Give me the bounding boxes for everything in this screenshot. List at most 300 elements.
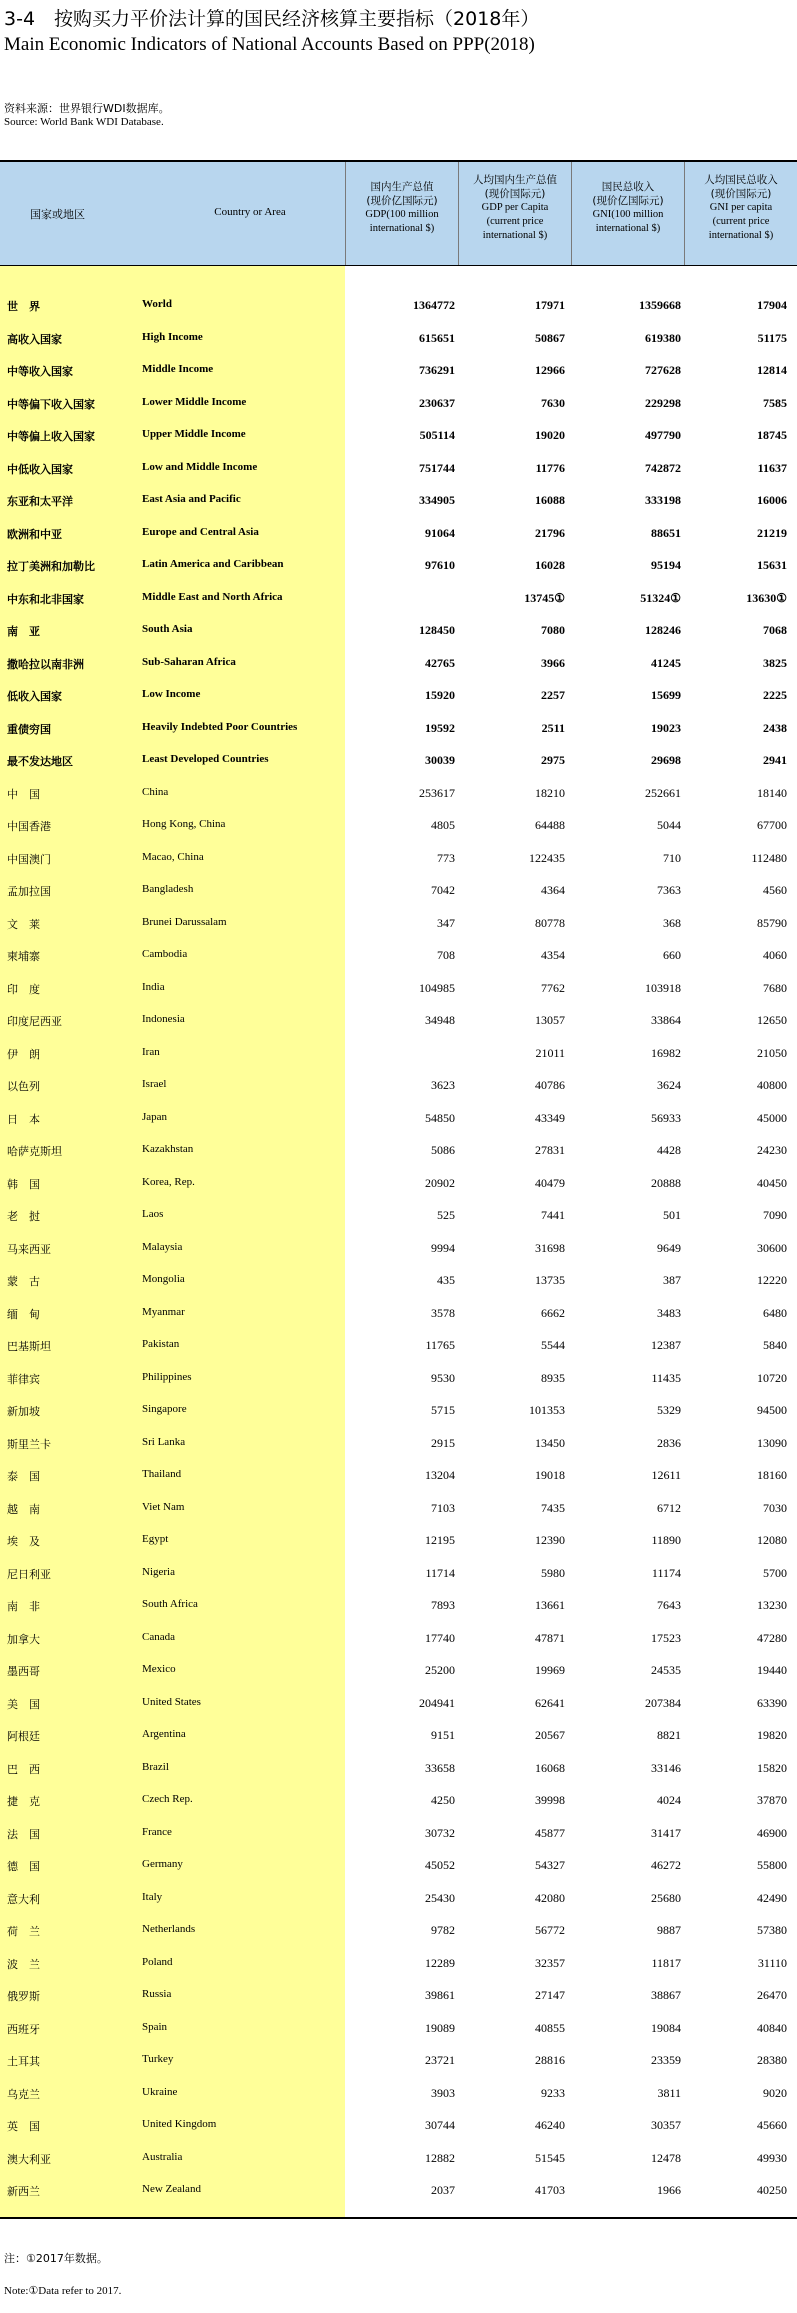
- gdp-value: 615651: [419, 330, 455, 345]
- row-name-en: Australia: [142, 2150, 183, 2163]
- table-row: [0, 1623, 797, 1655]
- gdp-value: 25430: [425, 1890, 455, 1905]
- gdp-per-capita-value: 19020: [535, 428, 565, 442]
- gni-per-capita-value: 24230: [757, 1143, 787, 1157]
- table-row: [0, 1233, 797, 1265]
- gdp-per-capita-value: 19969: [535, 1663, 565, 1677]
- gdp-per-capita-value: 122435: [529, 850, 565, 865]
- gni-per-capita-value: 12650: [757, 1013, 787, 1027]
- row-name-cn: 文 莱: [7, 917, 40, 931]
- header-bottom-rule: [0, 265, 797, 266]
- table-row: [0, 323, 797, 355]
- gni-value: 4024: [657, 1793, 681, 1807]
- gdp-per-capita-value: 46240: [535, 2118, 565, 2132]
- row-name-en: Germany: [142, 1858, 183, 1870]
- gdp-value: 11765: [425, 1338, 455, 1352]
- gni-value: 12478: [651, 2150, 681, 2165]
- row-name-en: Sri Lanka: [142, 1435, 186, 1448]
- gdp-value: 9151: [431, 1728, 455, 1742]
- gni-value: 46272: [651, 1858, 681, 1872]
- gdp-value: 19592: [425, 720, 455, 735]
- gdp-value: 12195: [425, 1533, 455, 1547]
- row-name-cn: 澳大利亚: [7, 2152, 51, 2166]
- table-row: [0, 583, 797, 615]
- table-row: [0, 2045, 797, 2077]
- table-row: [0, 843, 797, 875]
- row-name-en: Pakistan: [142, 1338, 180, 1350]
- gdp-value: 253617: [419, 785, 455, 800]
- row-name-cn: 美 国: [7, 1697, 40, 1711]
- gni-per-capita-value: 47280: [757, 1630, 787, 1645]
- gni-per-capita-value: 85790: [757, 915, 787, 930]
- header-gdp-pc-line: 人均国内生产总值: [473, 174, 557, 186]
- table-row: [0, 1330, 797, 1362]
- gni-per-capita-value: 49930: [757, 2150, 787, 2165]
- gni-value: 103918: [645, 980, 681, 995]
- gdp-value: 708: [437, 948, 455, 962]
- table-row: [0, 2078, 797, 2110]
- gdp-value: 773: [437, 850, 455, 865]
- row-name-cn: 柬埔寨: [7, 950, 40, 963]
- gni-per-capita-value: 13230: [757, 1598, 787, 1612]
- header-gni-pc-line: (现价国际元): [710, 188, 772, 200]
- row-name-en: Malaysia: [142, 1240, 183, 1253]
- row-name-en: Viet Nam: [142, 1500, 185, 1513]
- table-row: [0, 355, 797, 387]
- row-name-cn: 波 兰: [7, 1957, 40, 1971]
- gni-value: 4428: [657, 1143, 681, 1157]
- row-name-en: South Asia: [142, 623, 193, 635]
- gdp-per-capita-value: 21011: [535, 1045, 565, 1060]
- gni-per-capita-value: 4060: [763, 948, 787, 962]
- gni-per-capita-value: 15631: [757, 558, 787, 572]
- page-title-cn: 3-4 按购买力平价法计算的国民经济核算主要指标（2018年）: [4, 8, 540, 30]
- gdp-value: 34948: [425, 1013, 455, 1027]
- row-name-en: Middle Income: [142, 363, 214, 375]
- source-cn: 资料来源：世界银行WDI数据库。: [4, 102, 170, 115]
- header-divider: [458, 160, 459, 265]
- row-name-cn: 中东和北非国家: [7, 592, 84, 606]
- header-gdp: [347, 180, 457, 236]
- row-name-en: Nigeria: [142, 1565, 175, 1578]
- row-name-cn: 拉丁美洲和加勒比: [7, 560, 95, 573]
- row-name-en: Egypt: [142, 1533, 169, 1545]
- gni-per-capita-value: 3825: [763, 655, 787, 670]
- row-name-cn: 南 亚: [7, 625, 40, 638]
- gni-value: 56933: [651, 1110, 681, 1125]
- gni-value: 31417: [651, 1825, 681, 1840]
- gni-value: 11435: [651, 1370, 681, 1385]
- gni-per-capita-value: 63390: [757, 1695, 787, 1710]
- row-name-cn: 西班牙: [7, 2022, 40, 2036]
- row-name-en: Hong Kong, China: [142, 818, 226, 830]
- row-name-en: Lower Middle Income: [142, 395, 247, 408]
- gdp-per-capita-value: 4364: [541, 883, 565, 897]
- gdp-value: 5715: [431, 1403, 455, 1417]
- gni-value: 33864: [651, 1013, 681, 1027]
- row-name-en: Low Income: [142, 688, 201, 700]
- row-name-cn: 中等收入国家: [7, 365, 73, 378]
- gdp-per-capita-value: 4354: [541, 948, 565, 962]
- table-row: [0, 1590, 797, 1622]
- row-name-cn: 德 国: [7, 1860, 40, 1873]
- table-row: [0, 1818, 797, 1850]
- row-name-en: Heavily Indebted Poor Countries: [142, 720, 298, 733]
- row-name-cn: 日 本: [7, 1112, 40, 1126]
- gdp-value: 11714: [425, 1565, 455, 1580]
- gni-value: 7363: [657, 883, 681, 897]
- gni-value: 387: [663, 1273, 681, 1287]
- table-row: [0, 1948, 797, 1980]
- gdp-value: 347: [437, 915, 455, 930]
- gdp-value: 4250: [431, 1793, 455, 1807]
- row-name-cn: 中等偏下收入国家: [7, 397, 95, 411]
- gdp-value: 25200: [425, 1663, 455, 1677]
- gni-value: 497790: [645, 428, 681, 442]
- gni-per-capita-value: 2225: [763, 688, 787, 702]
- gni-per-capita-value: 7090: [763, 1208, 787, 1222]
- row-name-en: Italy: [142, 1890, 163, 1903]
- gni-per-capita-value: 18160: [757, 1468, 787, 1482]
- gni-value: 9887: [657, 1923, 681, 1937]
- gni-per-capita-value: 51175: [757, 330, 787, 345]
- table-row: [0, 1915, 797, 1947]
- gni-value: 5329: [657, 1403, 681, 1417]
- row-name-cn: 欧洲和中亚: [7, 527, 62, 541]
- table-bottom-rule: [0, 2217, 797, 2219]
- row-name-en: United Kingdom: [142, 2118, 217, 2130]
- gdp-per-capita-value: 21796: [535, 525, 565, 540]
- row-name-cn: 马来西亚: [7, 1242, 51, 1256]
- gni-per-capita-value: 2438: [763, 720, 787, 735]
- gdp-value: 3903: [431, 2085, 455, 2100]
- table-row: [0, 615, 797, 647]
- row-name-cn: 韩 国: [7, 1177, 40, 1191]
- row-name-cn: 新加坡: [7, 1405, 40, 1418]
- table-row: [0, 1558, 797, 1590]
- gni-value: 19084: [651, 2020, 681, 2035]
- gdp-value: 15920: [425, 688, 455, 702]
- gni-value: 8821: [657, 1728, 681, 1742]
- table-row: [0, 973, 797, 1005]
- header-gni-per-capita: [686, 173, 796, 243]
- gni-per-capita-value: 16006: [757, 493, 787, 507]
- row-name-cn: 中低收入国家: [7, 462, 73, 476]
- gni-per-capita-value: 67700: [757, 818, 787, 832]
- gni-value: 19023: [651, 720, 681, 735]
- gdp-per-capita-value: 101353: [529, 1403, 565, 1417]
- gni-per-capita-value: 10720: [757, 1370, 787, 1385]
- gni-value: 9649: [657, 1240, 681, 1255]
- row-name-cn: 中国澳门: [7, 852, 51, 866]
- row-name-cn: 巴基斯坦: [7, 1340, 51, 1353]
- gdp-value: 19089: [425, 2020, 455, 2035]
- gdp-value: 2915: [431, 1435, 455, 1450]
- gdp-value: 91064: [425, 525, 455, 540]
- row-name-en: Sub-Saharan Africa: [142, 655, 236, 668]
- gdp-value: 7042: [431, 883, 455, 897]
- gdp-per-capita-value: 40479: [535, 1175, 565, 1190]
- row-name-en: Brazil: [142, 1760, 169, 1773]
- gdp-per-capita-value: 43349: [535, 1110, 565, 1125]
- row-name-cn: 哈萨克斯坦: [7, 1145, 62, 1158]
- gdp-per-capita-value: 32357: [535, 1955, 565, 1970]
- gni-per-capita-value: 45660: [757, 2118, 787, 2132]
- gni-value: 742872: [645, 460, 681, 475]
- gdp-value: 9782: [431, 1923, 455, 1937]
- gdp-value: 7103: [431, 1500, 455, 1515]
- row-name-en: France: [142, 1825, 172, 1838]
- page-title-en: Main Economic Indicators of National Accounts Based on PPP(2018): [4, 34, 535, 55]
- table-row: [0, 1850, 797, 1882]
- header-gni-pc-line: 人均国民总收入: [704, 174, 778, 186]
- gdp-value: 104985: [419, 980, 455, 995]
- gdp-per-capita-value: 7762: [541, 980, 565, 995]
- gni-per-capita-value: 37870: [757, 1793, 787, 1807]
- row-name-cn: 最不发达地区: [7, 755, 73, 768]
- row-name-en: Bangladesh: [142, 883, 194, 895]
- gni-per-capita-value: 19440: [757, 1663, 787, 1677]
- gni-value: 38867: [651, 1988, 681, 2002]
- table-row: [0, 1265, 797, 1297]
- row-name-cn: 越 南: [7, 1502, 40, 1516]
- row-name-en: East Asia and Pacific: [142, 493, 241, 505]
- gni-value: 11890: [651, 1533, 681, 1547]
- gdp-value: 736291: [419, 363, 455, 377]
- header-gdp-pc-line: (current price: [486, 216, 544, 227]
- gdp-value: 30744: [425, 2118, 455, 2132]
- gni-per-capita-value: 21050: [757, 1045, 787, 1060]
- table-row: [0, 1493, 797, 1525]
- gni-value: 51324①: [640, 590, 681, 605]
- table-row: [0, 1428, 797, 1460]
- gni-per-capita-value: 40800: [757, 1078, 787, 1092]
- table-row: [0, 1525, 797, 1557]
- gni-value: 1359668: [639, 298, 681, 312]
- gdp-per-capita-value: 6662: [541, 1305, 565, 1320]
- gdp-per-capita-value: 13450: [535, 1435, 565, 1450]
- gni-per-capita-value: 18140: [757, 785, 787, 800]
- gdp-per-capita-value: 16028: [535, 558, 565, 572]
- gdp-per-capita-value: 18210: [535, 785, 565, 800]
- gdp-value: 12289: [425, 1955, 455, 1970]
- gdp-per-capita-value: 7080: [541, 623, 565, 637]
- gni-per-capita-value: 40250: [757, 2183, 787, 2197]
- header-divider: [571, 160, 572, 265]
- header-gdp-pc-line: (现价国际元): [484, 188, 546, 200]
- table-row: [0, 1395, 797, 1427]
- gni-value: 24535: [651, 1663, 681, 1677]
- gdp-value: 4805: [431, 818, 455, 832]
- gni-per-capita-value: 40840: [757, 2020, 787, 2035]
- gdp-per-capita-value: 13745①: [524, 590, 565, 605]
- row-name-en: Russia: [142, 1988, 172, 2000]
- gdp-per-capita-value: 13057: [535, 1013, 565, 1027]
- gni-per-capita-value: 12220: [757, 1273, 787, 1287]
- gni-value: 15699: [651, 688, 681, 702]
- row-name-cn: 缅 甸: [7, 1307, 40, 1321]
- gdp-value: 30039: [425, 753, 455, 767]
- header-gdp-pc-line: GDP per Capita: [481, 202, 549, 213]
- gni-per-capita-value: 7030: [763, 1500, 787, 1515]
- row-name-en: Israel: [142, 1078, 167, 1090]
- row-name-en: Philippines: [142, 1370, 192, 1383]
- gdp-value: 5086: [431, 1143, 455, 1157]
- gdp-per-capita-value: 19018: [535, 1468, 565, 1482]
- gdp-per-capita-value: 5980: [541, 1565, 565, 1580]
- gdp-per-capita-value: 41703: [535, 2183, 565, 2197]
- gdp-value: 1364772: [413, 298, 455, 312]
- table-top-rule: [0, 160, 797, 162]
- table-row: [0, 1460, 797, 1492]
- footnote-en: Note:①Data refer to 2017.: [4, 2285, 122, 2297]
- gni-per-capita-value: 18745: [757, 428, 787, 442]
- gdp-per-capita-value: 47871: [535, 1630, 565, 1645]
- gni-per-capita-value: 45000: [757, 1110, 787, 1125]
- gni-value: 33146: [651, 1760, 681, 1775]
- row-name-cn: 捷 克: [7, 1795, 40, 1808]
- row-name-en: Low and Middle Income: [142, 460, 258, 473]
- gni-value: 333198: [645, 493, 681, 507]
- row-name-en: Myanmar: [142, 1305, 185, 1318]
- row-name-cn: 印 度: [7, 982, 40, 996]
- table-row: [0, 1753, 797, 1785]
- gni-value: 660: [663, 948, 681, 962]
- row-name-cn: 法 国: [7, 1827, 40, 1841]
- gdp-per-capita-value: 50867: [535, 330, 565, 345]
- gdp-per-capita-value: 39998: [535, 1793, 565, 1807]
- gdp-value: 97610: [425, 558, 455, 572]
- gdp-value: 30732: [425, 1825, 455, 1840]
- row-name-cn: 以色列: [7, 1080, 40, 1093]
- table-row: [0, 810, 797, 842]
- row-name-en: Poland: [142, 1955, 173, 1968]
- table-row: [0, 1070, 797, 1102]
- gdp-per-capita-value: 8935: [541, 1370, 565, 1385]
- table-row: [0, 1168, 797, 1200]
- row-name-en: High Income: [142, 330, 203, 343]
- gni-value: 710: [663, 850, 681, 865]
- table-row: [0, 1785, 797, 1817]
- gni-per-capita-value: 12080: [757, 1533, 787, 1547]
- header-divider: [684, 160, 685, 265]
- header-gni-line: GNI(100 million: [592, 209, 664, 220]
- table-row: [0, 1980, 797, 2012]
- row-name-en: Singapore: [142, 1403, 187, 1415]
- row-name-en: Macao, China: [142, 850, 204, 863]
- gni-value: 11174: [651, 1565, 681, 1580]
- table-row: [0, 453, 797, 485]
- row-name-cn: 印度尼西亚: [7, 1015, 62, 1028]
- row-name-en: Indonesia: [142, 1013, 185, 1025]
- gni-value: 17523: [651, 1630, 681, 1645]
- gdp-per-capita-value: 16068: [535, 1760, 565, 1775]
- row-name-cn: 伊 朗: [7, 1047, 40, 1061]
- row-name-en: Mexico: [142, 1663, 176, 1675]
- gni-per-capita-value: 15820: [757, 1760, 787, 1775]
- gni-value: 619380: [645, 330, 681, 345]
- gni-per-capita-value: 11637: [757, 460, 787, 475]
- gni-value: 88651: [651, 525, 681, 540]
- gdp-per-capita-value: 11776: [535, 460, 565, 475]
- gni-per-capita-value: 19820: [757, 1728, 787, 1742]
- row-name-en: China: [142, 785, 169, 798]
- row-name-en: Japan: [142, 1110, 168, 1123]
- gni-value: 5044: [657, 818, 681, 832]
- table-row: [0, 290, 797, 322]
- gni-per-capita-value: 42490: [757, 1890, 787, 1905]
- header-gni-line: international $): [595, 223, 661, 234]
- gni-per-capita-value: 46900: [757, 1825, 787, 1840]
- gni-value: 368: [663, 915, 681, 930]
- gdp-per-capita-value: 20567: [535, 1728, 565, 1742]
- table-row: [0, 420, 797, 452]
- table-row: [0, 1103, 797, 1135]
- table-row: [0, 2013, 797, 2045]
- row-name-en: Canada: [142, 1630, 175, 1643]
- row-name-cn: 高收入国家: [7, 332, 62, 346]
- table-row: [0, 1038, 797, 1070]
- gdp-per-capita-value: 2511: [541, 720, 565, 735]
- gni-value: 7643: [657, 1598, 681, 1612]
- gdp-value: 39861: [425, 1988, 455, 2002]
- header-gdp-line: 国内生产总值: [370, 181, 434, 193]
- gdp-value: 9994: [431, 1240, 455, 1255]
- header-gni-pc-line: international $): [708, 230, 774, 241]
- row-name-en: Korea, Rep.: [142, 1175, 195, 1188]
- row-name-en: Laos: [142, 1208, 164, 1220]
- gdp-per-capita-value: 2975: [541, 753, 565, 767]
- table-row: [0, 1883, 797, 1915]
- row-name-cn: 撒哈拉以南非洲: [7, 657, 84, 671]
- row-name-en: New Zealand: [142, 2183, 201, 2195]
- gdp-value: 204941: [419, 1695, 455, 1710]
- header-gni-pc-line: (current price: [712, 216, 770, 227]
- header-gni-line: (现价亿国际元): [592, 195, 664, 207]
- gdp-value: 128450: [419, 623, 455, 637]
- gdp-per-capita-value: 7630: [541, 395, 565, 410]
- gdp-per-capita-value: 16088: [535, 493, 565, 507]
- gdp-per-capita-value: 28816: [535, 2053, 565, 2067]
- gdp-per-capita-value: 42080: [535, 1890, 565, 1905]
- row-name-cn: 泰 国: [7, 1470, 40, 1483]
- gni-value: 20888: [651, 1175, 681, 1190]
- row-name-cn: 老 挝: [7, 1210, 40, 1223]
- header-gdp-pc-line: international $): [482, 230, 548, 241]
- gni-per-capita-value: 40450: [757, 1175, 787, 1190]
- row-name-en: Upper Middle Income: [142, 428, 246, 440]
- row-name-cn: 中国香港: [7, 820, 51, 833]
- row-name-cn: 重债穷国: [7, 722, 51, 736]
- gdp-value: 2037: [431, 2183, 455, 2197]
- table-row: [0, 2110, 797, 2142]
- gdp-per-capita-value: 3966: [541, 655, 565, 670]
- row-name-en: Spain: [142, 2020, 168, 2033]
- header-gni-line: 国民总收入: [601, 181, 655, 193]
- row-name-cn: 加拿大: [7, 1632, 40, 1646]
- gni-value: 30357: [651, 2118, 681, 2132]
- gni-per-capita-value: 7680: [763, 980, 787, 995]
- row-name-en: Argentina: [142, 1728, 186, 1740]
- row-name-cn: 尼日利亚: [7, 1567, 51, 1581]
- header-area-cn: 国家或地区: [30, 208, 85, 221]
- gni-value: 23359: [651, 2053, 681, 2067]
- gni-value: 2836: [657, 1435, 681, 1450]
- table-row: [0, 713, 797, 745]
- row-name-cn: 孟加拉国: [7, 885, 51, 898]
- gni-value: 29698: [651, 753, 681, 767]
- table-row: [0, 680, 797, 712]
